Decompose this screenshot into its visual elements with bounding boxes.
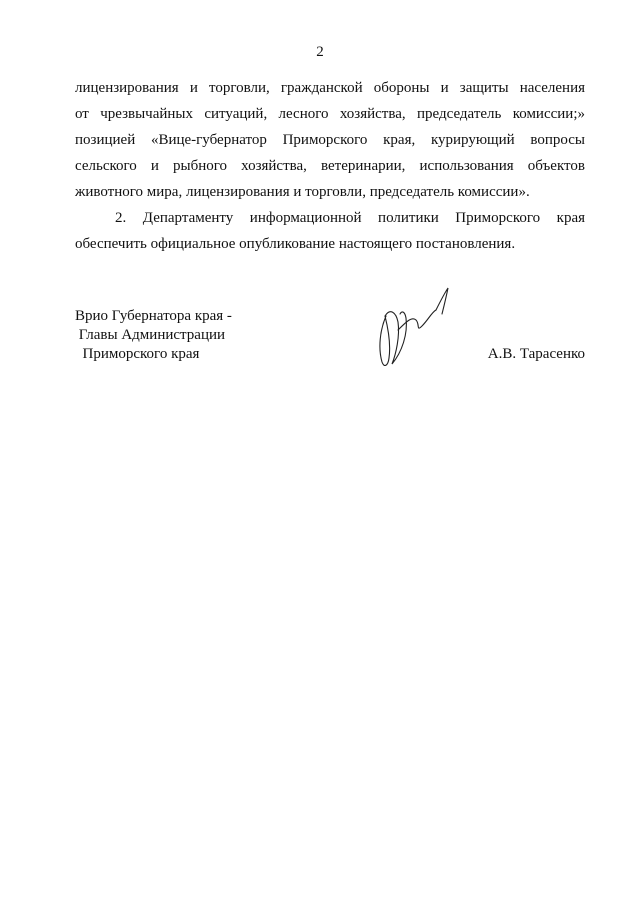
- signatory-title-line-1: Врио Губернатора края -: [75, 308, 232, 324]
- body-line-1: лицензирования и торговли, гражданской обороны и защиты населения: [75, 80, 585, 96]
- document-body: [75, 75, 585, 257]
- paragraph-2-line-2: обеспечить официальное опубликование настоящего постановления.: [75, 236, 516, 252]
- paragraph-2-line-1: 2. Департаменту информационной политики Приморского края: [115, 210, 585, 226]
- body-line-5: животного мира, лицензирования и торговли, председатель комиссии».: [75, 184, 530, 200]
- signatory-title-line-3: Приморского края: [75, 346, 200, 362]
- signatory-name: А.В. Тарасенко: [487, 346, 585, 362]
- body-line-3: позицией «Вице-губернатор Приморского края, курирующий вопросы: [75, 132, 585, 148]
- body-line-2: от чрезвычайных ситуаций, лесного хозяйства, председатель комиссии;»: [75, 106, 585, 122]
- body-line-4: сельского и рыбного хозяйства, ветеринарии, использования объектов: [75, 158, 585, 174]
- signatory-title: [75, 307, 232, 364]
- handwritten-signature: [372, 282, 456, 372]
- page-number: 2: [316, 44, 324, 60]
- signatory-title-line-2: Главы Администрации: [75, 327, 226, 343]
